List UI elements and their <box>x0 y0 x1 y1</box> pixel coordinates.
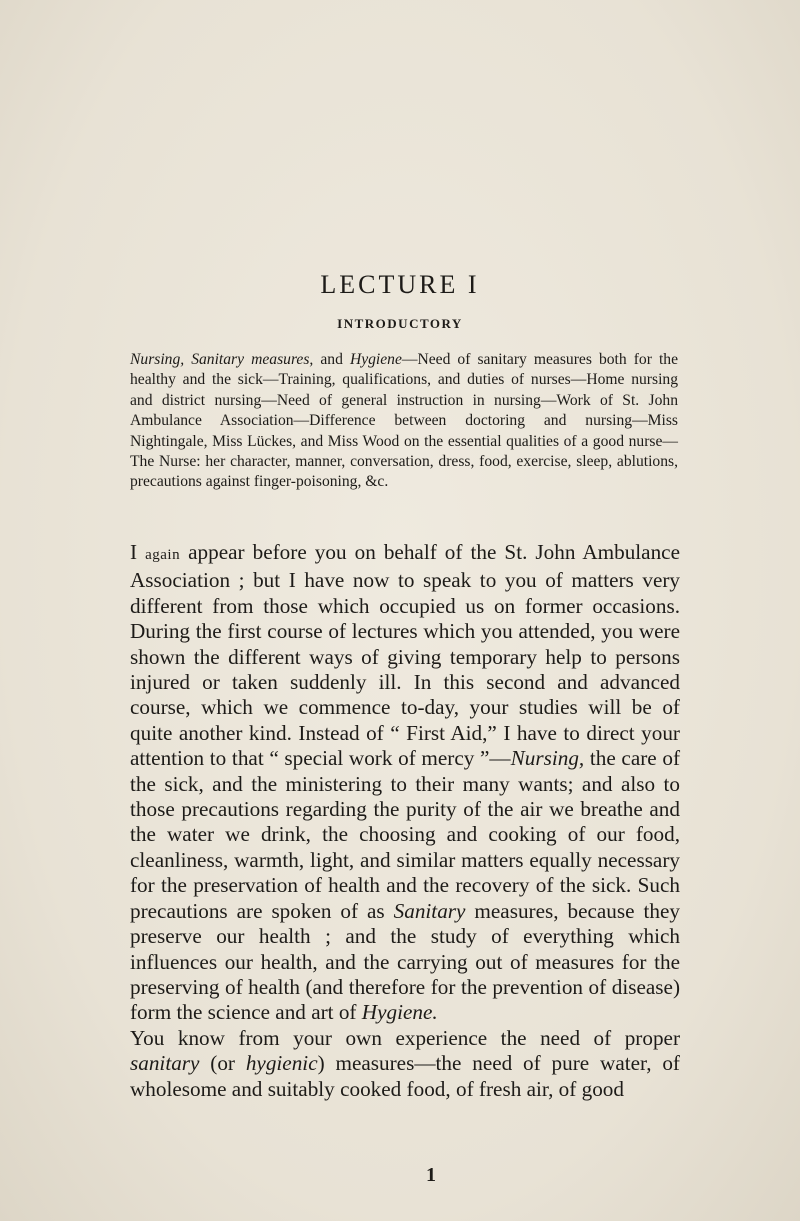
synopsis-italic-hygiene: Hygiene <box>349 351 402 368</box>
paragraph-2-text-a: You know from your own experience the need of proper <box>130 1025 680 1050</box>
paragraph-2-text-b: (or <box>199 1051 246 1076</box>
paragraph-2-text-c: ) measures—the need of pure water, of wholesome and suitably cooked food, of fresh air, of good <box>130 1051 680 1101</box>
italic-sanitary: Sanitary <box>393 898 466 923</box>
paragraph-1-text-c: measures, because they preserve our health ; and the study of everything which influences our health, and the carrying out of measures for the preserving of health (and therefore for the prevention of disease) form the science and art of <box>130 898 680 1025</box>
synopsis-connector: and <box>313 351 350 368</box>
chapter-synopsis <box>130 350 678 493</box>
italic-hygienic: hygienic <box>245 1051 318 1076</box>
paragraph-2 <box>130 1026 680 1102</box>
small-caps-word: again <box>145 547 181 563</box>
italic-hygiene: Hygiene. <box>361 1000 438 1025</box>
paragraph-1-text-a: appear before you on behalf of the St. John Ambulance Association ; but I have now to speak to you of matters very different from those which occupied us on former occasions. During the first course of lectures which you attended, you were shown the different ways of giving temporary help to persons injured or taken suddenly ill. In this second and advanced course, which we commence to-day, your studies will be of quite another kind. Instead of “ First Aid,” I have to direct your attention to that “ special work of mercy ”— <box>130 540 680 771</box>
italic-nursing: Nursing, <box>510 746 585 771</box>
initial-letter: I <box>130 540 146 564</box>
synopsis-text: —Need of sanitary measures both for the healthy and the sick—Training, qualifications, and duties of nurses—Home nursing and district nursing—Need of general instruction in nursing—Work of St. John Ambulance Association—Difference between doctoring and nursing—Miss Nightingale, Miss Lückes, and Miss Wood on the essential qualities of a good nurse—The Nurse: her character, manner, conversation, dress, food, exercise, sleep, ablutions, precautions against finger-poisoning, &c. <box>130 351 678 491</box>
section-subtitle: INTRODUCTORY <box>337 316 463 331</box>
italic-sanitary-2: sanitary <box>130 1051 200 1076</box>
lecture-title: LECTURE I <box>320 270 480 299</box>
body-text <box>130 540 680 1102</box>
page-number: 1 <box>426 1164 436 1186</box>
paragraph-1-text-b: the care of the sick, and the ministering to their many wants; and also to those precautions regarding the purity of the air we breathe and the water we drink, the choosing and cooking of our food, cleanliness, warmth, light, and similar matters equally necessary for the preservation of health and the recovery of the sick. Such precautions are spoken of as <box>130 746 680 923</box>
synopsis-italic-topics: Nursing, Sanitary measures, <box>130 351 314 368</box>
paragraph-1 <box>130 540 680 1026</box>
